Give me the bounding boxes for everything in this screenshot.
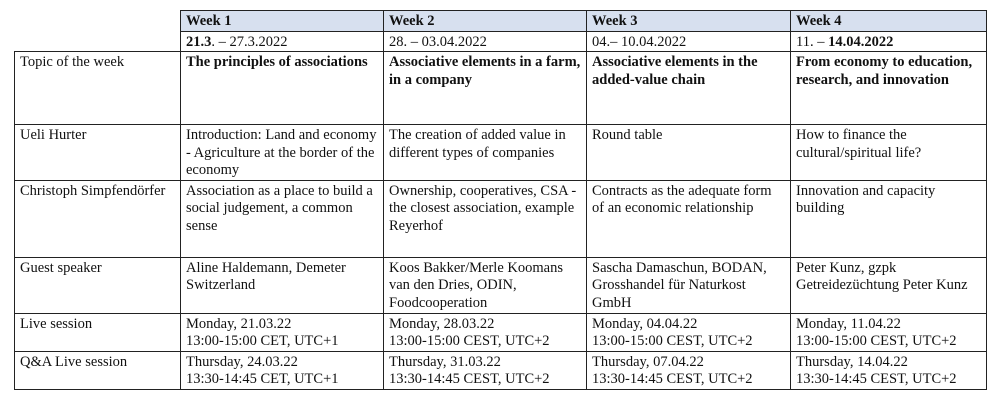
row-label-christoph: Christoph Simpfendörfer <box>15 180 181 257</box>
live-week-1 <box>181 313 384 351</box>
week-1-dates <box>181 31 384 52</box>
guest-week-4: Peter Kunz, gzpk Getreidezüchtung Peter Kunz <box>791 257 987 313</box>
ueli-week-1: Introduction: Land and economy - Agriculture at the border of the economy <box>181 125 384 181</box>
qa-week-4-day: Thursday, 14.04.22 <box>796 353 908 370</box>
row-label-live: Live session <box>15 313 181 351</box>
live-session-row <box>15 313 987 351</box>
qa-week-3 <box>587 351 791 389</box>
schedule-table-wrapper <box>14 10 987 390</box>
live-week-4 <box>791 313 987 351</box>
week-1-date-start: 21.3 <box>186 33 212 50</box>
qa-session-row <box>15 351 987 389</box>
week-3-header: Week 3 <box>587 11 791 32</box>
live-week-3-time: 13:00-15:00 CEST, UTC+2 <box>592 333 753 349</box>
week-2-dates <box>384 31 587 52</box>
week-2-date-range: 28. – 03.04.2022 <box>389 33 487 50</box>
live-week-2-time: 13:00-15:00 CEST, UTC+2 <box>389 333 550 349</box>
qa-week-1 <box>181 351 384 389</box>
week-4-date-start: 11. – <box>796 33 829 50</box>
row-label-guest: Guest speaker <box>15 257 181 313</box>
live-week-1-day: Monday, 21.03.22 <box>186 315 292 332</box>
row-label-ueli: Ueli Hurter <box>15 125 181 181</box>
week-4-header: Week 4 <box>791 11 987 32</box>
christoph-week-1: Association as a place to build a social judgement, a common sense <box>181 180 384 257</box>
guest-week-3: Sascha Damaschun, BODAN, Grosshandel für Naturkost GmbH <box>587 257 791 313</box>
live-week-1-time: 13:00-15:00 CET, UTC+1 <box>186 333 339 349</box>
guest-speaker-row <box>15 257 987 313</box>
topic-row <box>15 52 987 125</box>
schedule-table <box>14 10 987 390</box>
qa-week-3-day: Thursday, 07.04.22 <box>592 353 704 370</box>
christoph-week-3: Contracts as the adequate form of an economic relationship <box>587 180 791 257</box>
topic-week-1: The principles of associations <box>181 52 384 125</box>
topic-week-4: From economy to education, research, and innovation <box>791 52 987 125</box>
topic-week-3: Associative elements in the added-value chain <box>587 52 791 125</box>
christoph-week-2: Ownership, cooperatives, CSA - the closest association, example Reyerhof <box>384 180 587 257</box>
qa-week-4 <box>791 351 987 389</box>
qa-week-2 <box>384 351 587 389</box>
qa-week-2-day: Thursday, 31.03.22 <box>389 353 501 370</box>
qa-week-1-time: 13:30-14:45 CET, UTC+1 <box>186 371 339 387</box>
week-1-header: Week 1 <box>181 11 384 32</box>
corner-cell <box>15 11 181 52</box>
row-label-topic: Topic of the week <box>15 52 181 125</box>
ueli-week-3: Round table <box>587 125 791 181</box>
christoph-week-4: Innovation and capacity building <box>791 180 987 257</box>
live-week-4-time: 13:00-15:00 CEST, UTC+2 <box>796 333 957 349</box>
christoph-row <box>15 180 987 257</box>
live-week-3 <box>587 313 791 351</box>
week-header-row <box>15 11 987 32</box>
qa-week-3-time: 13:30-14:45 CEST, UTC+2 <box>592 371 753 387</box>
qa-week-2-time: 13:30-14:45 CEST, UTC+2 <box>389 371 550 387</box>
week-2-header: Week 2 <box>384 11 587 32</box>
live-week-4-day: Monday, 11.04.22 <box>796 315 901 332</box>
week-3-date-range: 04.– 10.04.2022 <box>592 33 687 50</box>
qa-week-1-day: Thursday, 24.03.22 <box>186 353 298 370</box>
live-week-3-day: Monday, 04.04.22 <box>592 315 698 332</box>
row-label-qa: Q&A Live session <box>15 351 181 389</box>
ueli-hurter-row <box>15 125 987 181</box>
ueli-week-2: The creation of added value in different types of companies <box>384 125 587 181</box>
week-4-date-end: 14.04.2022 <box>828 33 894 50</box>
qa-week-4-time: 13:30-14:45 CEST, UTC+2 <box>796 371 957 387</box>
ueli-week-4: How to finance the cultural/spiritual life? <box>791 125 987 181</box>
week-1-date-end: . – 27.3.2022 <box>211 33 288 50</box>
week-4-dates <box>791 31 987 52</box>
guest-week-1: Aline Haldemann, Demeter Switzerland <box>181 257 384 313</box>
guest-week-2: Koos Bakker/Merle Koomans van den Dries, ODIN, Foodcooperation <box>384 257 587 313</box>
topic-week-2: Associative elements in a farm, in a company <box>384 52 587 125</box>
week-3-dates <box>587 31 791 52</box>
live-week-2 <box>384 313 587 351</box>
live-week-2-day: Monday, 28.03.22 <box>389 315 495 332</box>
